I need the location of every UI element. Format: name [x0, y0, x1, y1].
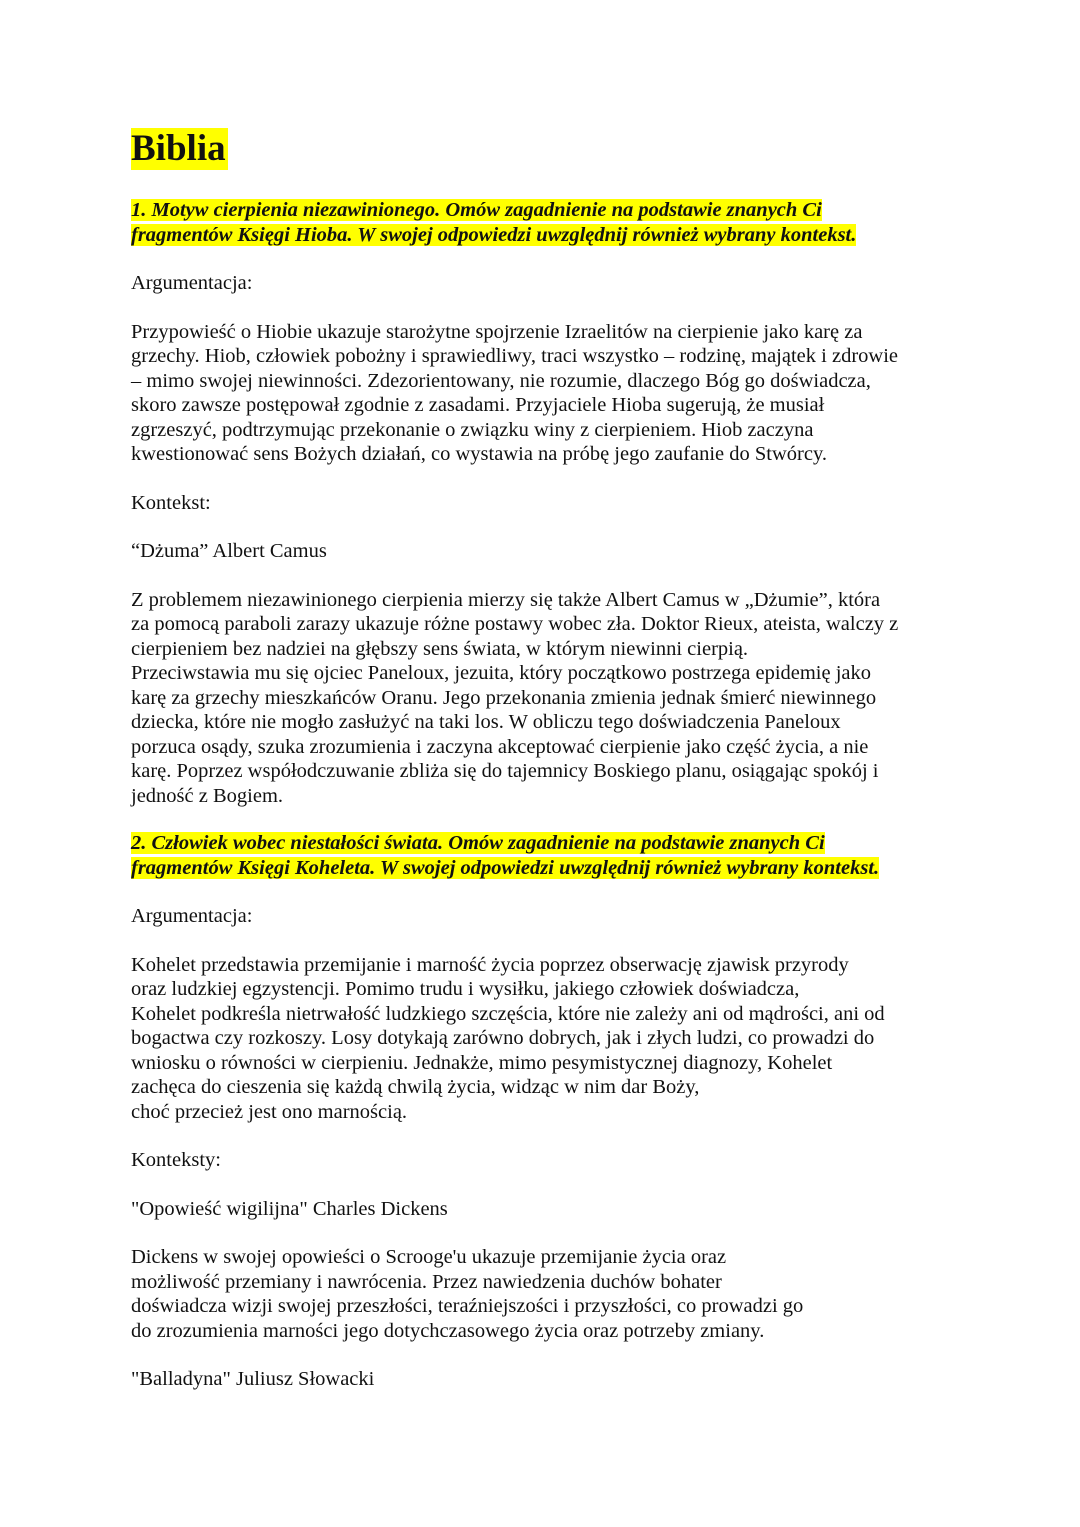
question-2	[131, 831, 961, 880]
context-label-1: Kontekst:	[131, 491, 211, 514]
argument-text-1: Przypowieść o Hiobie ukazuje starożytne spojrzenie Izraelitów na cierpienie jako karę za grzechy. Hiob, człowiek pobożny i sprawiedliwy, traci wszystko – rodzinę, majątek i zdrowie – mimo swojej niewinności. Zdezorientowany, nie rozumie, dlaczego Bóg go doświadcza, skoro zawsze postępował zgodnie z zasadami. Przyjaciele Hioba sugerują, że musiał zgrzeszyć, podtrzymując przekonanie o związku winy z cierpieniem. Hiob zaczyna kwestionować sens Bożych działań, co wystawia na próbę jego zaufanie do Stwórcy.	[131, 320, 898, 465]
question-2-text: 2. Człowiek wobec niestałości świata. Omów zagadnienie na podstawie znanych Ci fragmentów Księgi Koheleta. W swojej odpowiedzi uwzględnij również wybrany kontekst.	[131, 832, 880, 879]
document-title: Biblia	[131, 128, 226, 169]
document-page	[131, 128, 961, 1392]
context-work-2b: "Balladyna" Juliusz Słowacki	[131, 1368, 375, 1390]
argument-label-2: Argumentacja:	[131, 905, 253, 927]
context-work-2a: "Opowieść wigilijna" Charles Dickens	[131, 1197, 448, 1220]
context-text-2a: Dickens w swojej opowieści o Scrooge'u ukazuje przemijanie życia oraz możliwość przemiany i nawrócenia. Przez nawiedzenia duchów bohater doświadcza wizji swojej przeszłości, teraźniejszości i przyszłości, co prowadzi go do zrozumienia marności jego dotychczasowego życia oraz potrzeby zmiany.	[131, 1246, 804, 1342]
question-1-text: 1. Motyw cierpienia niezawinionego. Omów zagadnienie na podstawie znanych Ci fragmentów Księgi Hioba. W swojej odpowiedzi uwzględnij również wybrany kontekst.	[131, 199, 857, 246]
argument-text-2: Kohelet przedstawia przemijanie i marność życia poprzez obserwację zjawisk przyrody oraz ludzkiej egzystencji. Pomimo trudu i wysiłku, jakiego człowiek doświadcza, Kohelet podkreśla nietrwałość ludzkiego szczęścia, które nie zależy ani od mądrości, ani od bogactwa czy rozkoszy. Losy dotykają zarówno dobrych, jak i złych ludzi, co prowadzi do wniosku o równości w cierpieniu. Jednakże, mimo pesymistycznej diagnozy, Kohelet zachęca do cieszenia się każdą chwilą życia, widząc w nim dar Boży, choć przecież jest ono marnością.	[131, 953, 885, 1123]
context-label-2: Konteksty:	[131, 1149, 221, 1171]
argument-label-1: Argumentacja:	[131, 272, 253, 294]
question-1	[131, 198, 961, 247]
context-work-1: “Dżuma” Albert Camus	[131, 540, 327, 562]
context-text-1: Z problemem niezawinionego cierpienia mierzy się także Albert Camus w „Dżumie”, która za pomocą paraboli zarazy ukazuje różne postawy wobec zła. Doktor Rieux, ateista, walczy z cierpieniem bez nadziei na głębszy sens świata, w którym niewinni cierpią. Przeciwstawia mu się ojciec Paneloux, jezuita, który początkowo postrzega epidemię jako karę za grzechy mieszkańców Oranu. Jego przekonania zmienia jednak śmierć niewinnego dziecka, które nie mogło zasłużyć na taki los. W obliczu tego doświadczenia Paneloux porzuca osądy, szuka zrozumienia i zaczyna akceptować cierpienie jako część życia, a nie karę. Poprzez współodczuwanie zbliża się do tajemnicy Boskiego planu, osiągając spokój i jedność z Bogiem.	[131, 588, 899, 807]
